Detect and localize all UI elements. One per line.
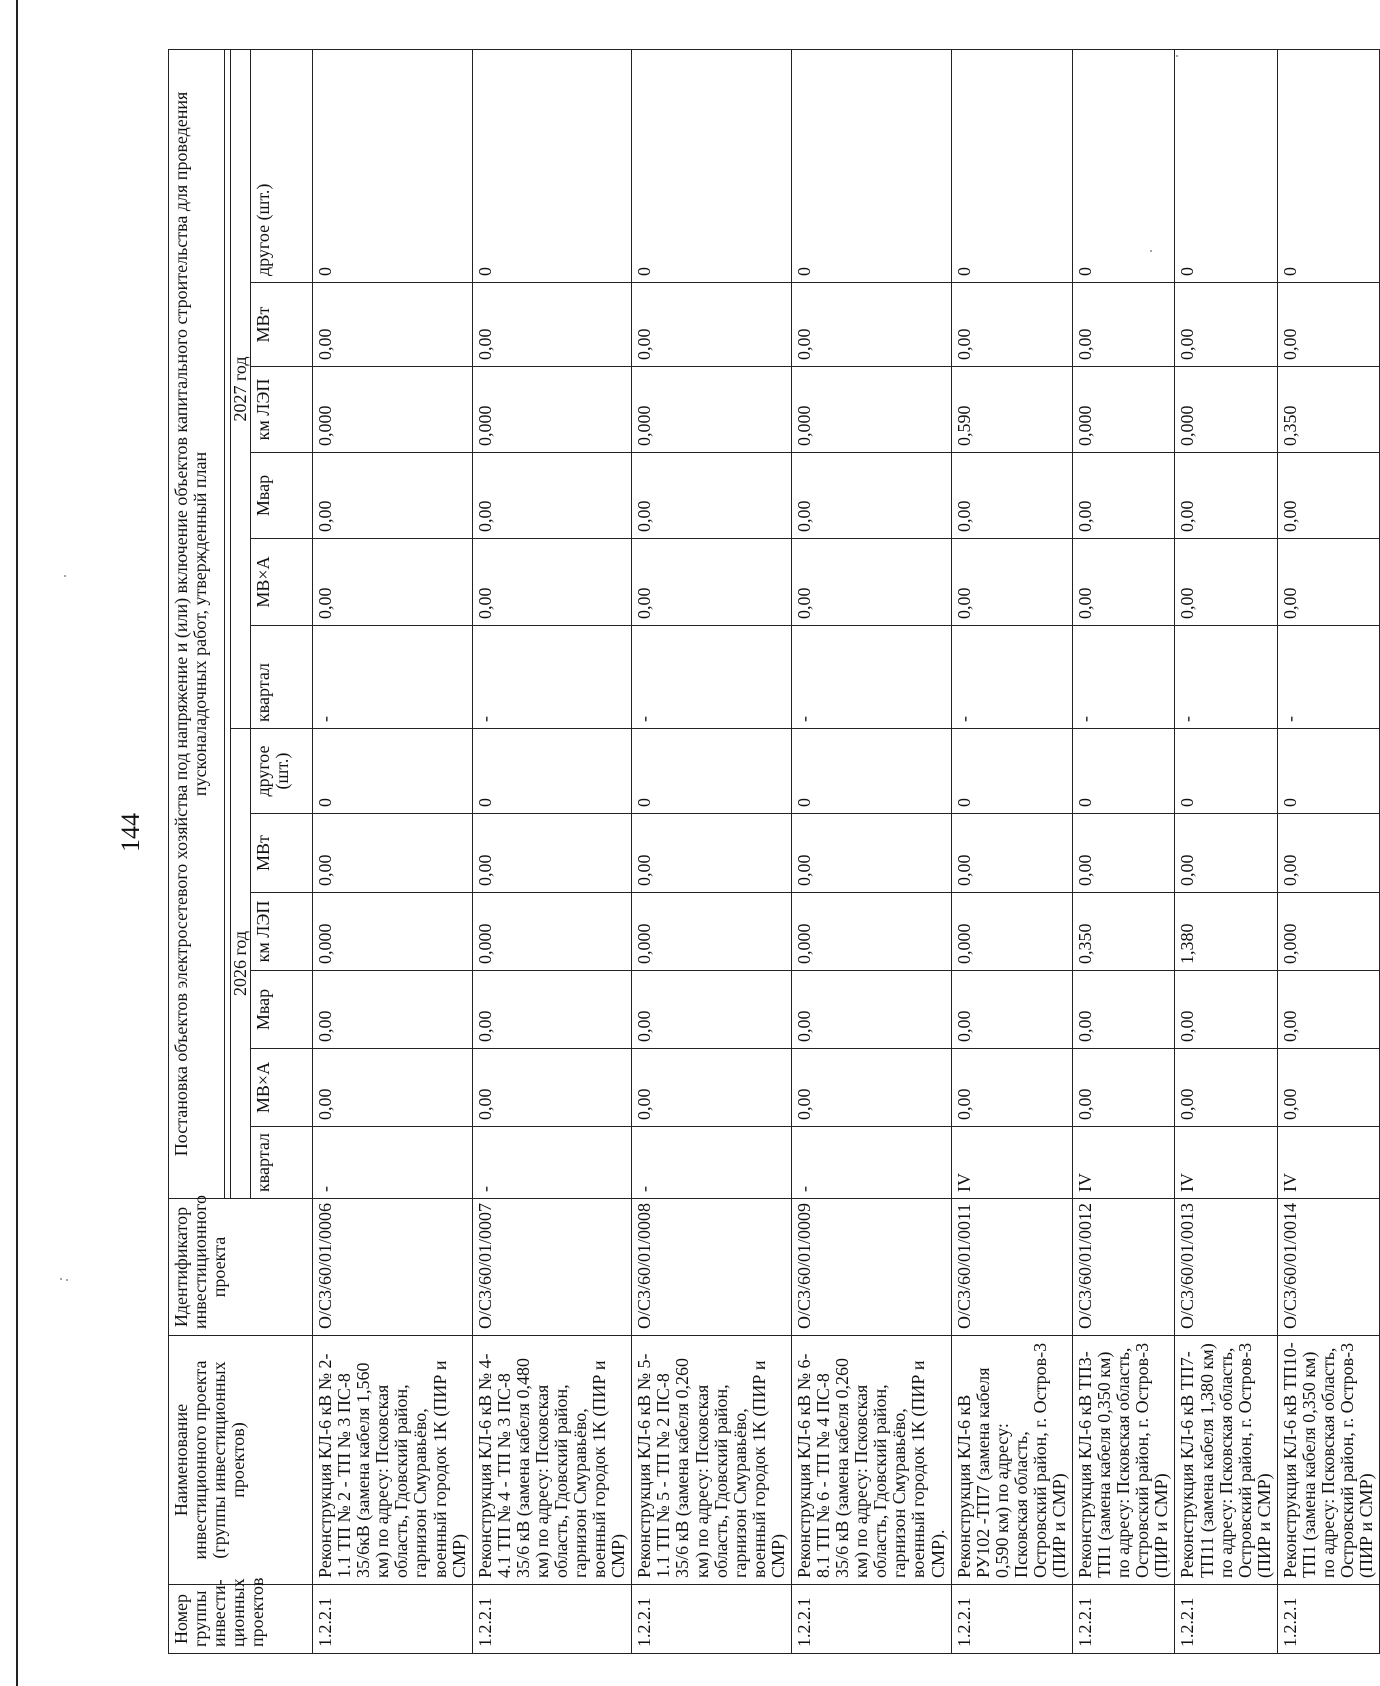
table-row — [1277, 49, 1379, 1653]
header-year-2027: 2027 год — [231, 49, 251, 728]
project-name-cell: Реконструкция КЛ-6 кВ № 5-1.1 ТП № 5 - ТП № 2 ПС-8 35/6 кВ (замена кабеля 0,260 км) по адресу: Псковская область, Гдовский район, гарнизон Смуравьёво, военный городок 1К (ПИР и СМР) — [632, 1336, 792, 1585]
year-2027-mw-cell: 0,00 — [313, 283, 473, 367]
year-2027-other-cell: 0 — [1277, 49, 1379, 282]
year-2027-other-cell: 0 — [632, 49, 792, 282]
year-2026-mw-cell: 0,00 — [791, 814, 951, 893]
year-2027-other-cell: 0 — [951, 49, 1072, 282]
year-2027-km-cell: 0,000 — [1175, 367, 1277, 453]
table-row — [1073, 49, 1175, 1653]
header-group-number: Номер группы инвести-ционных проектов — [169, 1585, 313, 1654]
year-2026-km-cell: 1,380 — [1175, 893, 1277, 971]
subheader-mva: МВ×А — [251, 1049, 313, 1127]
subheader-mva: МВ×А — [251, 539, 313, 626]
year-2026-mvar-cell: 0,00 — [1277, 971, 1379, 1049]
year-2026-mva-cell: 0,00 — [951, 1049, 1072, 1127]
year-2027-other-cell: 0 — [791, 49, 951, 282]
year-2026-mva-cell: 0,00 — [1073, 1049, 1175, 1127]
year-2027-quarter-cell: - — [791, 626, 951, 729]
group-number-cell: 1.2.2.1 — [791, 1585, 951, 1654]
table-body — [313, 49, 1380, 1653]
year-2026-mvar-cell: 0,00 — [951, 971, 1072, 1049]
project-name-cell: Реконструкция КЛ-6 кВ № 2-1.1 ТП № 2 - ТП № 3 ПС-8 35/6кВ (замена кабеля 1,560 км) по адресу: Псковская область, Гдовский район, гарнизон Смуравьёво, военный городок 1К (ПИР и СМР) — [313, 1336, 473, 1585]
year-2027-mw-cell: 0,00 — [632, 283, 792, 367]
page-number: 144 — [116, 813, 145, 852]
year-2026-mw-cell: 0,00 — [1277, 814, 1379, 893]
table-header — [169, 49, 313, 1653]
year-2027-other-cell: 0 — [1175, 49, 1277, 282]
subheader-mvar: Мвар — [251, 971, 313, 1049]
year-2026-other-cell: 0 — [791, 729, 951, 814]
year-2027-mva-cell: 0,00 — [313, 539, 473, 626]
year-2027-quarter-cell: - — [951, 626, 1072, 729]
project-id-cell: O/C3/60/01/0011 — [951, 1199, 1072, 1336]
subheader-quarter: квартал — [251, 1127, 313, 1199]
year-2027-mw-cell: 0,00 — [791, 283, 951, 367]
year-2027-mva-cell: 0,00 — [1073, 539, 1175, 626]
project-name-cell: Реконструкция КЛ-6 кВ № 4-4.1 ТП № 4 - ТП № 3 ПС-8 35/6 кВ (замена кабеля 0,480 км) по адресу: Псковская область, Гдовский район, гарнизон Смуравьёво, военный городок 1К (ПИР и СМР) — [472, 1336, 632, 1585]
year-2026-other-cell: 0 — [313, 729, 473, 814]
project-table — [168, 49, 1380, 1654]
year-2027-quarter-cell: - — [313, 626, 473, 729]
project-id-cell: O/C3/60/01/0014 — [1277, 1199, 1379, 1336]
table-row — [1175, 49, 1277, 1653]
year-2027-other-cell: 0 — [1073, 49, 1175, 282]
table-row — [472, 49, 632, 1653]
project-id-cell: O/C3/60/01/0012 — [1073, 1199, 1175, 1336]
project-id-cell: O/C3/60/01/0013 — [1175, 1199, 1277, 1336]
year-2027-mvar-cell: 0,00 — [1175, 453, 1277, 539]
year-2027-mva-cell: 0,00 — [791, 539, 951, 626]
year-2026-mw-cell: 0,00 — [951, 814, 1072, 893]
header-project-id: Идентификатор инвестиционного проекта — [169, 1199, 313, 1336]
year-2026-mw-cell: 0,00 — [632, 814, 792, 893]
year-2027-quarter-cell: - — [1277, 626, 1379, 729]
group-number-cell: 1.2.2.1 — [1277, 1585, 1379, 1654]
group-number-cell: 1.2.2.1 — [313, 1585, 473, 1654]
year-2027-quarter-cell: - — [1175, 626, 1277, 729]
table-row — [313, 49, 473, 1653]
year-2026-km-cell: 0,000 — [472, 893, 632, 971]
year-2026-quarter-cell: - — [313, 1127, 473, 1199]
year-2026-mva-cell: 0,00 — [632, 1049, 792, 1127]
year-2027-quarter-cell: - — [632, 626, 792, 729]
year-2027-mva-cell: 0,00 — [1175, 539, 1277, 626]
year-2026-other-cell: 0 — [1073, 729, 1175, 814]
year-2026-mva-cell: 0,00 — [472, 1049, 632, 1127]
year-2027-mvar-cell: 0,00 — [1073, 453, 1175, 539]
year-2026-mvar-cell: 0,00 — [632, 971, 792, 1049]
subheader-other: другое (шт.) — [251, 729, 313, 814]
subheader-other: другое (шт.) — [251, 49, 313, 282]
year-2026-quarter-cell: IV — [1073, 1127, 1175, 1199]
subheader-mw: МВт — [251, 814, 313, 893]
project-id-cell: O/C3/60/01/0006 — [313, 1199, 473, 1336]
header-year-2026: 2026 год — [231, 729, 251, 1199]
year-2027-mvar-cell: 0,00 — [1277, 453, 1379, 539]
year-2027-other-cell: 0 — [472, 49, 632, 282]
year-2027-km-cell: 0,590 — [951, 367, 1072, 453]
year-2027-mva-cell: 0,00 — [632, 539, 792, 626]
year-2026-quarter-cell: IV — [951, 1127, 1072, 1199]
year-2027-mvar-cell: 0,00 — [632, 453, 792, 539]
year-2026-km-cell: 0,000 — [791, 893, 951, 971]
subheader-mw: МВт — [251, 283, 313, 367]
year-2026-quarter-cell: - — [791, 1127, 951, 1199]
year-2027-mvar-cell: 0,00 — [791, 453, 951, 539]
year-2026-quarter-cell: - — [632, 1127, 792, 1199]
year-2027-km-cell: 0,000 — [1073, 367, 1175, 453]
year-2027-mw-cell: 0,00 — [472, 283, 632, 367]
year-2026-mvar-cell: 0,00 — [791, 971, 951, 1049]
year-2026-quarter-cell: - — [472, 1127, 632, 1199]
year-2026-other-cell: 0 — [1175, 729, 1277, 814]
year-2026-mva-cell: 0,00 — [1175, 1049, 1277, 1127]
year-2026-mvar-cell: 0,00 — [313, 971, 473, 1049]
project-name-cell: Реконструкция КЛ-6 кВ РУ102 -ТП7 (замена кабеля 0,590 км) по адресу: Псковская область, Островский район, г. Остров-3 (ПИР и СМР) — [951, 1336, 1072, 1585]
year-2026-mvar-cell: 0,00 — [472, 971, 632, 1049]
year-2026-quarter-cell: IV — [1175, 1127, 1277, 1199]
year-2026-km-cell: 0,000 — [313, 893, 473, 971]
group-number-cell: 1.2.2.1 — [951, 1585, 1072, 1654]
year-2027-km-cell: 0,000 — [632, 367, 792, 453]
year-2026-quarter-cell: IV — [1277, 1127, 1379, 1199]
group-number-cell: 1.2.2.1 — [1175, 1585, 1277, 1654]
year-2026-mva-cell: 0,00 — [313, 1049, 473, 1127]
year-2026-mvar-cell: 0,00 — [1073, 971, 1175, 1049]
project-name-cell: Реконструкция КЛ-6 кВ ТП7-ТП11 (замена кабеля 1,380 км) по адресу: Псковская область, Островский район, г. Остров-3 (ПИР и СМР) — [1175, 1336, 1277, 1585]
year-2027-mvar-cell: 0,00 — [951, 453, 1072, 539]
project-name-cell: Реконструкция КЛ-6 кВ № 6-8.1 ТП № 6 - ТП № 4 ПС-8 35/6 кВ (замена кабеля 0,260 км) по адресу: Псковская область, Гдовский район, гарнизон Смуравьёво, военный городок 1К (ПИР и СМР). — [791, 1336, 951, 1585]
subheader-quarter: квартал — [251, 626, 313, 729]
year-2027-km-cell: 0,000 — [791, 367, 951, 453]
year-2027-mw-cell: 0,00 — [951, 283, 1072, 367]
project-id-cell: O/C3/60/01/0008 — [632, 1199, 792, 1336]
year-2027-mw-cell: 0,00 — [1277, 283, 1379, 367]
subheader-km: км ЛЭП — [251, 893, 313, 971]
year-2027-mw-cell: 0,00 — [1073, 283, 1175, 367]
year-2027-km-cell: 0,000 — [472, 367, 632, 453]
project-id-cell: O/C3/60/01/0009 — [791, 1199, 951, 1336]
year-2026-other-cell: 0 — [951, 729, 1072, 814]
year-2026-mva-cell: 0,00 — [1277, 1049, 1379, 1127]
project-id-cell: O/C3/60/01/0007 — [472, 1199, 632, 1336]
year-2027-mva-cell: 0,00 — [472, 539, 632, 626]
year-2026-km-cell: 0,000 — [1277, 893, 1379, 971]
year-2026-mw-cell: 0,00 — [313, 814, 473, 893]
year-2026-other-cell: 0 — [472, 729, 632, 814]
year-2026-other-cell: 0 — [632, 729, 792, 814]
year-2027-other-cell: 0 — [313, 49, 473, 282]
header-main: Постановка объектов электросетевого хозяйства под напряжение и (или) включение объектов капитального строительства для проведения пусконаладочных работ, утвержденный план — [169, 49, 225, 1198]
year-2027-quarter-cell: - — [1073, 626, 1175, 729]
header-project-name: Наименование инвестиционного проекта (группы инвестиционных проектов) — [169, 1336, 313, 1585]
year-2026-mw-cell: 0,00 — [1175, 814, 1277, 893]
group-number-cell: 1.2.2.1 — [1073, 1585, 1175, 1654]
group-number-cell: 1.2.2.1 — [472, 1585, 632, 1654]
year-2027-mw-cell: 0,00 — [1175, 283, 1277, 367]
table-row — [791, 49, 951, 1653]
year-2027-mva-cell: 0,00 — [951, 539, 1072, 626]
year-2026-mvar-cell: 0,00 — [1175, 971, 1277, 1049]
year-2026-km-cell: 0,350 — [1073, 893, 1175, 971]
year-2027-km-cell: 0,350 — [1277, 367, 1379, 453]
year-2026-other-cell: 0 — [1277, 729, 1379, 814]
year-2026-mw-cell: 0,00 — [1073, 814, 1175, 893]
table-row — [632, 49, 792, 1653]
project-name-cell: Реконструкция КЛ-6 кВ ТП3-ТП1 (замена кабеля 0,350 км) по адресу: Псковская область, Островский район, г. Остров-3 (ПИР и СМР) — [1073, 1336, 1175, 1585]
year-2026-mva-cell: 0,00 — [791, 1049, 951, 1127]
subheader-mvar: Мвар — [251, 453, 313, 539]
year-2026-mw-cell: 0,00 — [472, 814, 632, 893]
table-row — [951, 49, 1072, 1653]
year-2026-km-cell: 0,000 — [632, 893, 792, 971]
year-2027-quarter-cell: - — [472, 626, 632, 729]
year-2027-mva-cell: 0,00 — [1277, 539, 1379, 626]
subheader-km: км ЛЭП — [251, 367, 313, 453]
group-number-cell: 1.2.2.1 — [632, 1585, 792, 1654]
year-2026-km-cell: 0,000 — [951, 893, 1072, 971]
year-2027-mvar-cell: 0,00 — [472, 453, 632, 539]
year-2027-mvar-cell: 0,00 — [313, 453, 473, 539]
year-2027-km-cell: 0,000 — [313, 367, 473, 453]
project-name-cell: Реконструкция КЛ-6 кВ ТП10-ТП1 (замена кабеля 0,350 км) по адресу: Псковская область, Островский район, г. Остров-3 (ПИР и СМР) — [1277, 1336, 1379, 1585]
